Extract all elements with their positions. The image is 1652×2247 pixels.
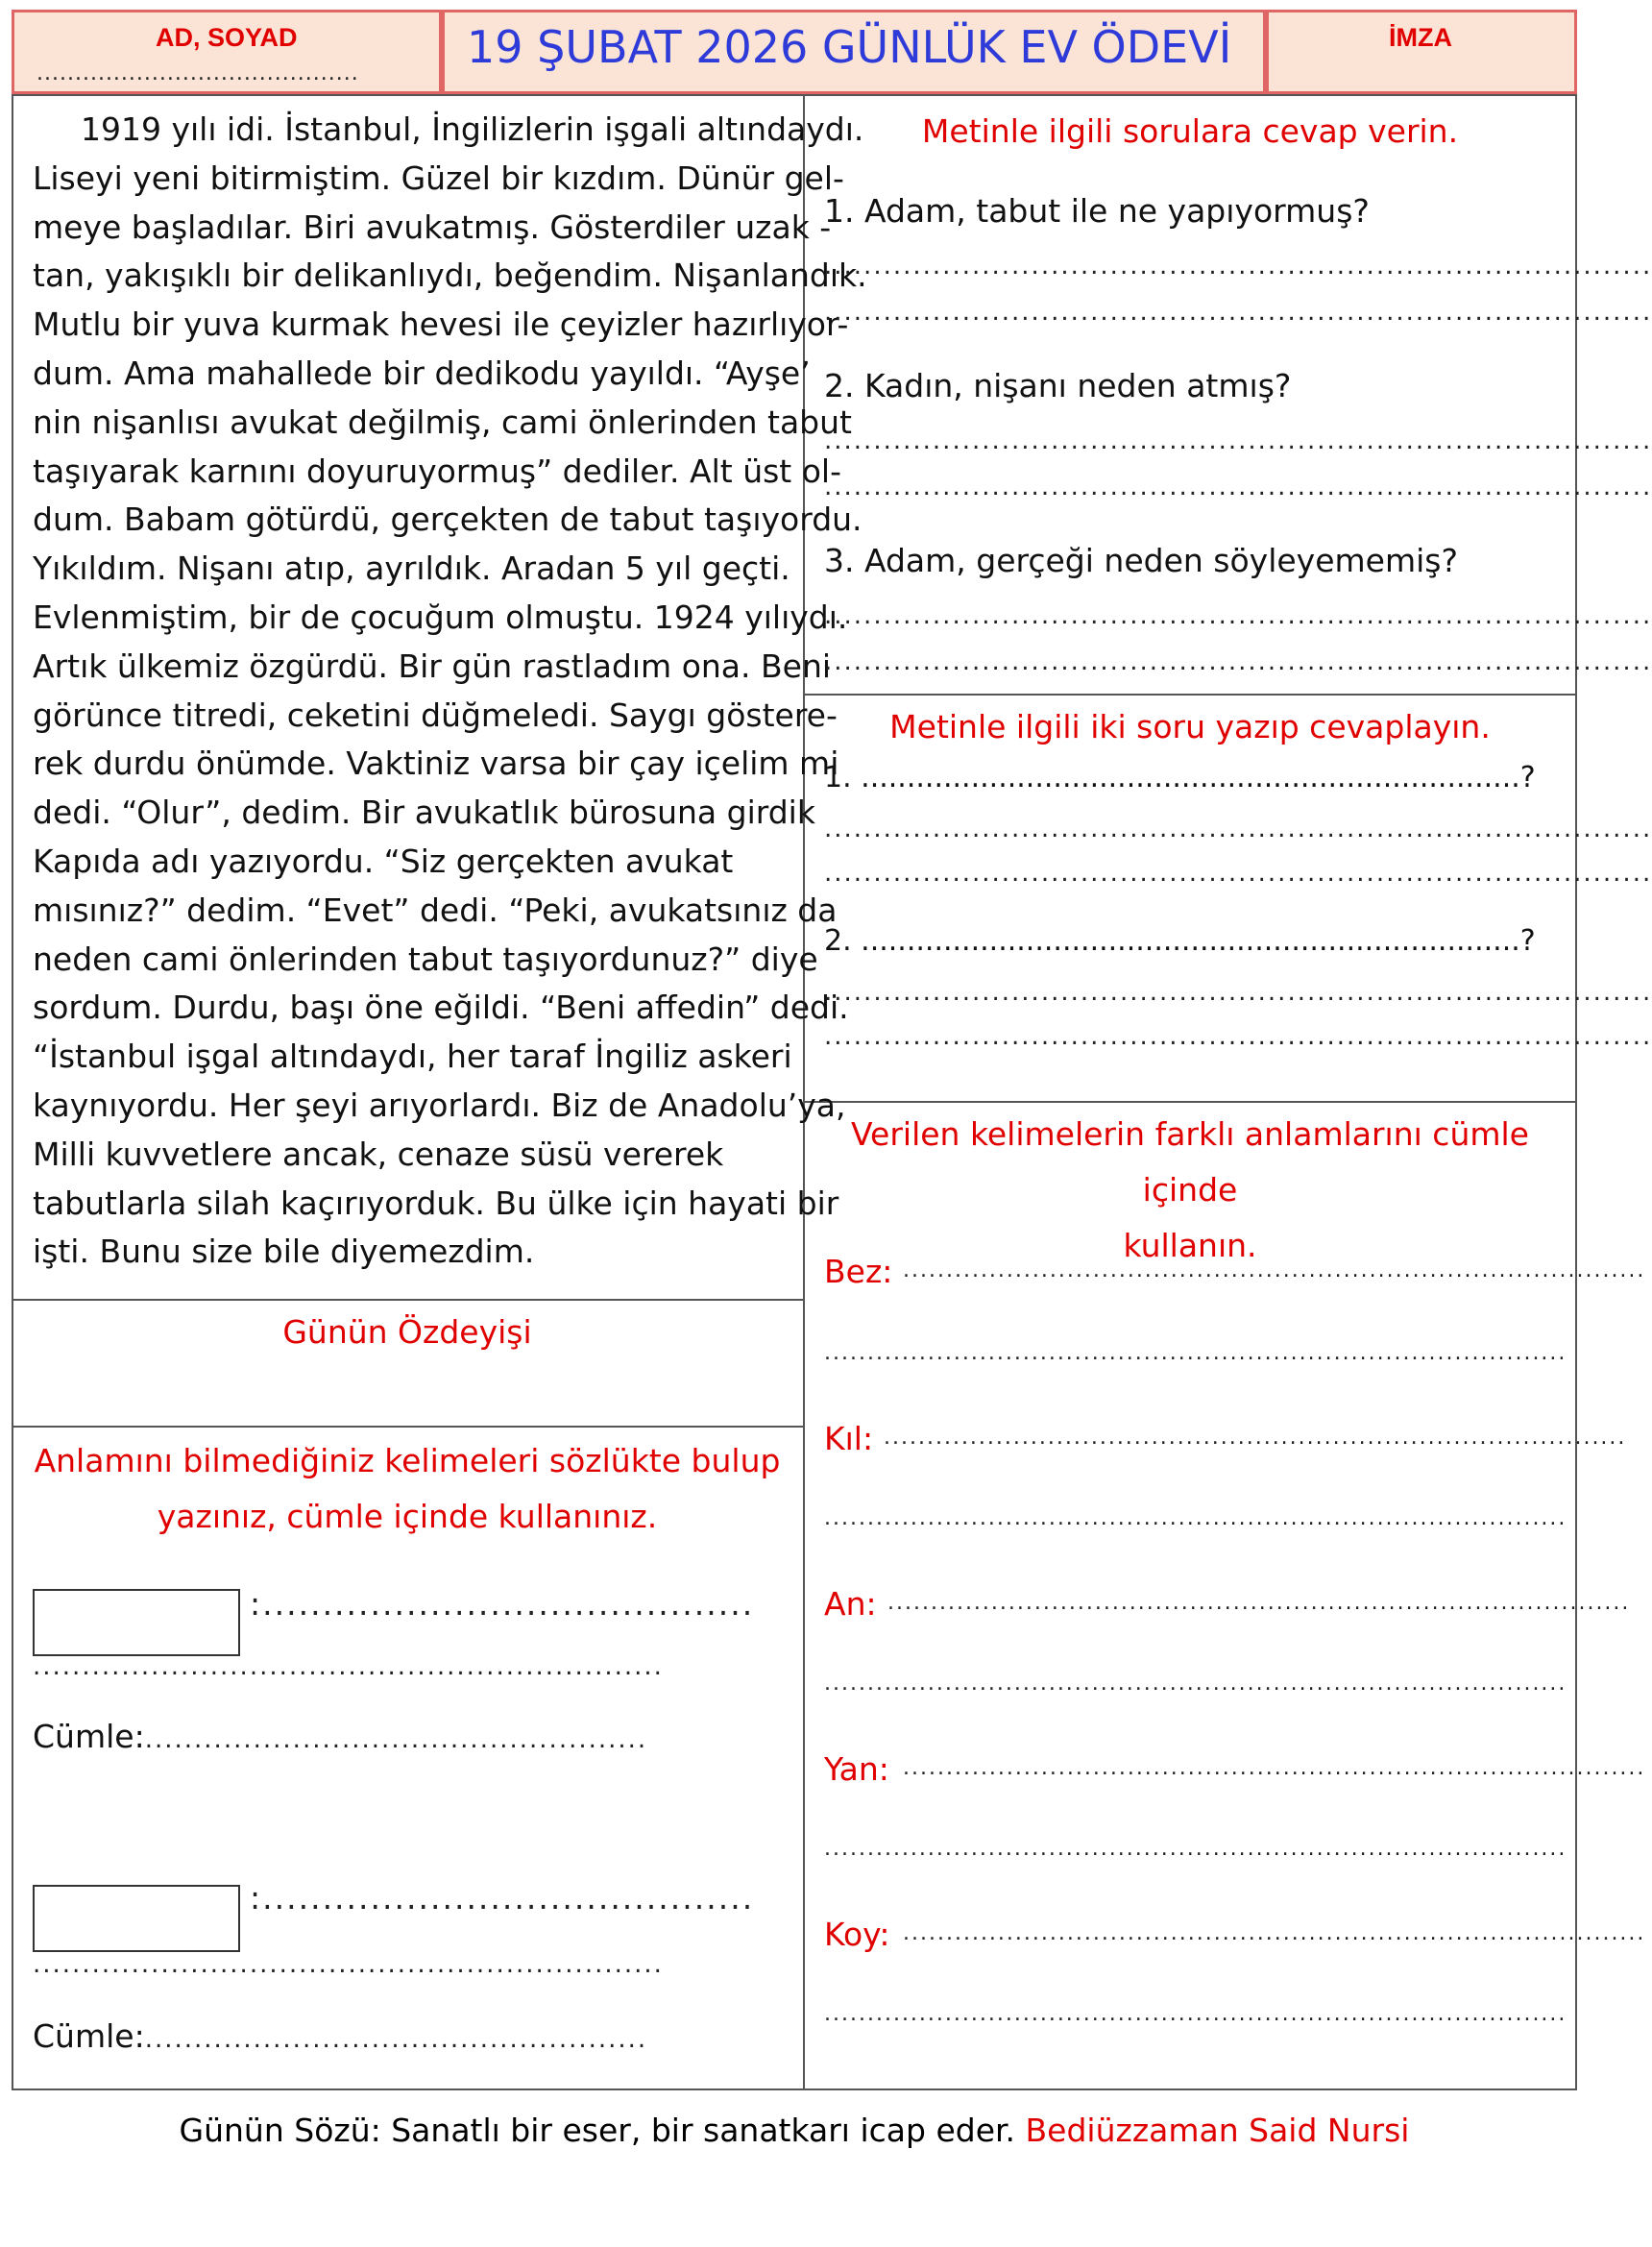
quote-text: Günün Sözü: Sanatlı bir eser, bir sanatkarı icap eder. xyxy=(179,2112,1016,2149)
word-bez-field[interactable]: ...................................................................................... xyxy=(903,1258,1646,1282)
story-line: kaynıyordu. Her şeyi arıyorlardı. Biz de Anadolu’ya, xyxy=(33,1086,846,1124)
word-an-field[interactable]: ...................................................................................... xyxy=(887,1591,1631,1615)
story-line: mısınız?” dedim. “Evet” dedi. “Peki, avukatsınız da xyxy=(33,891,838,929)
write-questions-title: Metinle ilgili iki soru yazıp cevaplayın. xyxy=(889,708,1491,745)
story-line: nin nişanlısı avukat değilmiş, cami önlerinden tabut xyxy=(33,403,852,441)
question-3: 3. Adam, gerçeği neden söyleyememiş? xyxy=(824,542,1458,579)
ozdeyis-title: Günün Özdeyişi xyxy=(282,1313,532,1351)
story-line: Artık ülkemiz özgürdü. Bir gün rastladım ona. Beni xyxy=(33,647,832,685)
sentence-label-2 xyxy=(33,2017,765,2055)
word-bez-field-2[interactable]: ...................................................................................... xyxy=(824,1341,1567,1365)
quote-author: Bediüzzaman Said Nursi xyxy=(1025,2112,1410,2149)
write-answer-2b[interactable]: .................................................................................... xyxy=(824,1022,1652,1051)
story-line: neden cami önlerinden tabut taşıyordunuz?” diye xyxy=(33,940,818,978)
write-answer-1a[interactable]: .................................................................................... xyxy=(824,815,1652,843)
answer-2a[interactable]: .................................................................................... xyxy=(824,427,1652,455)
word-koy: Koy: xyxy=(824,1916,890,1953)
word-meaning-2-cont[interactable]: ................................................................ xyxy=(33,1950,664,1979)
word-bez: Bez: xyxy=(824,1253,893,1290)
story-line: taşıyarak karnını doyuruyormuş” dediler. Alt üst ol- xyxy=(33,452,841,490)
ozdeyis-divider xyxy=(12,1426,803,1428)
meanings-title-line1: Verilen kelimelerin farklı anlamlarını cümle içinde xyxy=(851,1115,1529,1209)
sentence-label: Cümle: xyxy=(33,2017,145,2055)
story-line: Evlenmiştim, bir de çocuğum olmuştu. 1924 yılıydı. xyxy=(33,598,848,636)
word-kil-field-2[interactable]: ...................................................................................... xyxy=(824,1506,1567,1530)
dictionary-instruction-line2: yazınız, cümle içinde kullanınız. xyxy=(157,1498,658,1535)
story-line: sordum. Durdu, başı öne eğildi. “Beni affedin” dedi. xyxy=(33,989,849,1027)
name-field[interactable]: .......................................... xyxy=(36,61,359,85)
word-an: An: xyxy=(824,1585,877,1623)
word-meaning-1-cont[interactable]: ................................................................ xyxy=(33,1652,664,1681)
questions-divider xyxy=(803,694,1577,696)
story-line: Mutlu bir yuva kurmak hevesi ile çeyizler hazırlıyor- xyxy=(33,305,849,344)
sentence-label: Cümle: xyxy=(33,1718,145,1755)
sign-label: İMZA xyxy=(1389,23,1452,52)
questions-title: Metinle ilgili sorulara cevap verin. xyxy=(921,112,1459,150)
question-2: 2. Kadın, nişanı neden atmış? xyxy=(824,367,1292,404)
word-yan-field-2[interactable]: ...................................................................................... xyxy=(824,1837,1567,1861)
sentence-field-1[interactable]: ................................................... xyxy=(144,1725,648,1754)
dictionary-instruction xyxy=(12,1433,803,1545)
story-line: Liseyi yeni bitirmiştim. Güzel bir kızdım. Dünür gel- xyxy=(33,159,844,197)
word-koy-field[interactable]: ...................................................................................... xyxy=(903,1921,1646,1945)
quote-of-day xyxy=(0,2112,1589,2149)
write-answer-2a[interactable]: .................................................................................... xyxy=(824,978,1652,1007)
answer-3b[interactable]: .................................................................................... xyxy=(824,647,1652,676)
word-kil-field[interactable]: ...................................................................................... xyxy=(884,1426,1627,1450)
story-line: tabutlarla silah kaçırıyorduk. Bu ülke için hayati bir xyxy=(33,1184,839,1222)
write-answer-1b[interactable]: .................................................................................... xyxy=(824,859,1652,888)
word-kil: Kıl: xyxy=(824,1420,874,1457)
word-box-1[interactable] xyxy=(33,1589,240,1656)
story-line: “İstanbul işgal altındaydı, her taraf İngiliz askeri xyxy=(33,1038,792,1076)
story-line: Milli kuvvetlere ancak, cenaze süsü vererek xyxy=(33,1135,724,1173)
answer-2b[interactable]: .................................................................................... xyxy=(824,473,1652,501)
meanings-title xyxy=(803,1107,1577,1274)
story-line: dum. Babam götürdü, gerçekten de tabut taşıyordu. xyxy=(33,501,862,539)
story-divider xyxy=(12,1299,803,1301)
story-line: Kapıda adı yazıyordu. “Siz gerçekten avukat xyxy=(33,842,734,880)
page-title: 19 ŞUBAT 2026 GÜNLÜK EV ÖDEVİ xyxy=(467,21,1232,73)
story-line: Yıkıldım. Nişanı atıp, ayrıldık. Aradan 5 yıl geçti. xyxy=(33,550,790,588)
meanings-title-line2: kullanın. xyxy=(1123,1227,1257,1264)
answer-1b[interactable]: .................................................................................... xyxy=(824,298,1652,327)
write-question-2[interactable]: 2. ........................................................................? xyxy=(824,924,1536,958)
question-1: 1. Adam, tabut ile ne yapıyormuş? xyxy=(824,192,1370,230)
write-divider xyxy=(803,1101,1577,1103)
story-line: tan, yakışıklı bir delikanlıydı, beğendim. Nişanlandık. xyxy=(33,256,867,295)
story-line: dedi. “Olur”, dedim. Bir avukatlık bürosuna girdik xyxy=(33,794,815,832)
story-line: rek durdu önümde. Vaktiniz varsa bir çay içelim mi xyxy=(33,745,839,783)
story-line: dum. Ama mahallede bir dedikodu yayıldı. “Ayşe’ xyxy=(33,354,811,392)
write-question-1[interactable]: 1. ........................................................................? xyxy=(824,761,1536,794)
sentence-label-1 xyxy=(33,1718,765,1755)
story-line: görünce titredi, ceketini düğmeledi. Saygı göstere- xyxy=(33,696,838,734)
name-label: AD, SOYAD xyxy=(156,23,298,52)
word-meaning-1[interactable]: :......................................... xyxy=(250,1585,755,1623)
story-line: işti. Bunu size bile diyemezdim. xyxy=(33,1233,535,1271)
word-box-2[interactable] xyxy=(33,1885,240,1952)
story-text xyxy=(33,106,867,1277)
word-an-field-2[interactable]: ...................................................................................... xyxy=(824,1672,1567,1696)
word-koy-field-2[interactable]: ...................................................................................... xyxy=(824,2002,1567,2026)
story-line: meye başladılar. Biri avukatmış. Gösterdiler uzak - xyxy=(33,208,832,246)
word-meaning-2[interactable]: :......................................... xyxy=(250,1879,755,1917)
answer-3a[interactable]: .................................................................................... xyxy=(824,601,1652,630)
word-yan-field[interactable]: ...................................................................................... xyxy=(903,1756,1646,1780)
sentence-field-2[interactable]: ................................................... xyxy=(144,2025,648,2054)
word-yan: Yan: xyxy=(824,1750,889,1788)
dictionary-instruction-line1: Anlamını bilmediğiniz kelimeleri sözlükte bulup xyxy=(34,1442,781,1479)
story-line: 1919 yılı idi. İstanbul, İngilizlerin işgali altındaydı. xyxy=(81,110,864,148)
answer-1a[interactable]: .................................................................................... xyxy=(824,252,1652,281)
